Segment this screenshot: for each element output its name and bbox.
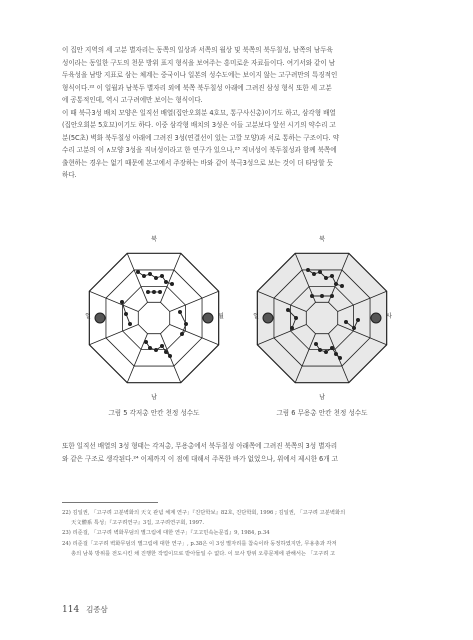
figure-6-moon-label: 사 [386,313,392,320]
text-line: 수리 고분의 이 ∧모양 3성을 직녀성이라고 한 연구가 있으나,²³ 직녀성이 북두칠성과 함께 북쪽에 [62,146,337,154]
footnotes [62,508,416,559]
footnote-divider [62,502,158,503]
figure-5-caption: 그림 5 각저총 안칸 천정 성수도 [108,409,200,417]
text-line: 성이라는 동일한 구도의 천문 방위 표지 형식을 보여주는 흥미로운 자료들이다. 여기서와 같이 남 [62,58,336,67]
footnote-line: 총의 남북 방위를 전도시킨 채 진행한 작업이므로 받아들일 수 없다. 이 묘사 방위 오류문제에 관해서는 「고구려 고 [71,550,336,557]
figure-6-sun-label: 일 [253,313,259,320]
body-paragraph-1 [62,44,414,182]
footnote-line: 23) 리준걸, 「고구려 벽화무덤의 별그림에 대한 연구」『고고민속논문집』9, 1984, p.34 [62,530,270,537]
figure-6-south-label: 남 [319,394,325,401]
text-line: 이 집안 지역의 세 고분 별자리는 동쪽의 일상과 서쪽의 월상 및 북쪽의 북두칠성, 남쪽의 남두육 [62,46,333,54]
page-author: 김종삼 [86,605,108,614]
figure-6-star-chart [246,232,398,402]
figure-5-south-label: 남 [151,394,157,401]
page-footer [62,604,108,615]
footnote-line: 24) 리준걸「고구려 벽화무덤의 별그림에 대한 연구」, p.38은 이 3성 별자리를 참숙이라 동정하였지만, 무용총과 각저 [62,540,337,547]
text-line: 두육성을 남방 지표로 삼는 체계는 중국이나 일본의 성수도에는 보이지 않는 고구려만의 특징적인 [62,71,338,79]
text-line: 또한 일직선 배열의 3성 형태는 각저총, 무용총에서 북두칠성 아래쪽에 그려진 북쪽의 3성 별자리 [62,442,338,450]
figure-6-caption: 그림 6 무용총 안칸 천정 성수도 [276,409,368,417]
text-line: 분(5C초) 벽화 북두칠성 아래에 그려진 3성(연결선이 있는 고깔 모양)과 서로 통하는 구조이다. 약 [62,133,340,142]
page-number: 114 [62,605,80,615]
text-line: 에 공통적인데, 역시 고구려에만 보이는 형식이다. [62,96,203,104]
figure-6-north-label: 북 [319,236,325,243]
text-line: 하다. [62,171,77,179]
figure-5-north-label: 북 [151,236,157,243]
body-paragraph-2 [62,440,414,465]
footnote-line: 天文體系 특성」『고구려연구』3집, 고구려연구회, 1997. [71,520,205,527]
figure-5-moon-label: 월 [218,313,224,320]
text-line: (집안오회분 5호묘)이기도 하다. 이중 삼각형 배치의 3성은 이들 고분보다 앞선 시기의 약수리 고 [62,121,336,129]
figure-6-svg [246,232,398,402]
text-line: 와 같은 구조로 생각된다.²⁴ 이제까지 이 점에 대해서 주목한 바가 없었으나, 위에서 제시한 6개 고 [62,454,338,463]
figure-5-svg [78,232,230,402]
figure-5-star-chart [78,232,230,402]
figure-5-sun-label: 일 [85,313,91,320]
text-line: 이 때 북극3성 배치 모양은 일직선 배열(집안오회분 4호묘, 통구사신총)이기도 하고, 삼각형 배열 [62,108,336,117]
text-line: 형식이다.²² 이 일월과 남북두 별자리 외에 북쪽 북두칠성 아래에 그려진 삼성 형식 또한 세 고분 [62,83,332,92]
text-line: 출현하는 경우는 없기 때문에 본고에서 주장하는 바와 같이 북극3성으로 보는 것이 더 타당할 듯 [62,158,333,167]
footnote-line: 22) 김일권, 「고구려 고분벽화의 天文 관념 체계 연구」『진단학보』82호, 진단학회, 1996 ; 김일권, 「고구려 고분벽화의 [62,510,346,516]
